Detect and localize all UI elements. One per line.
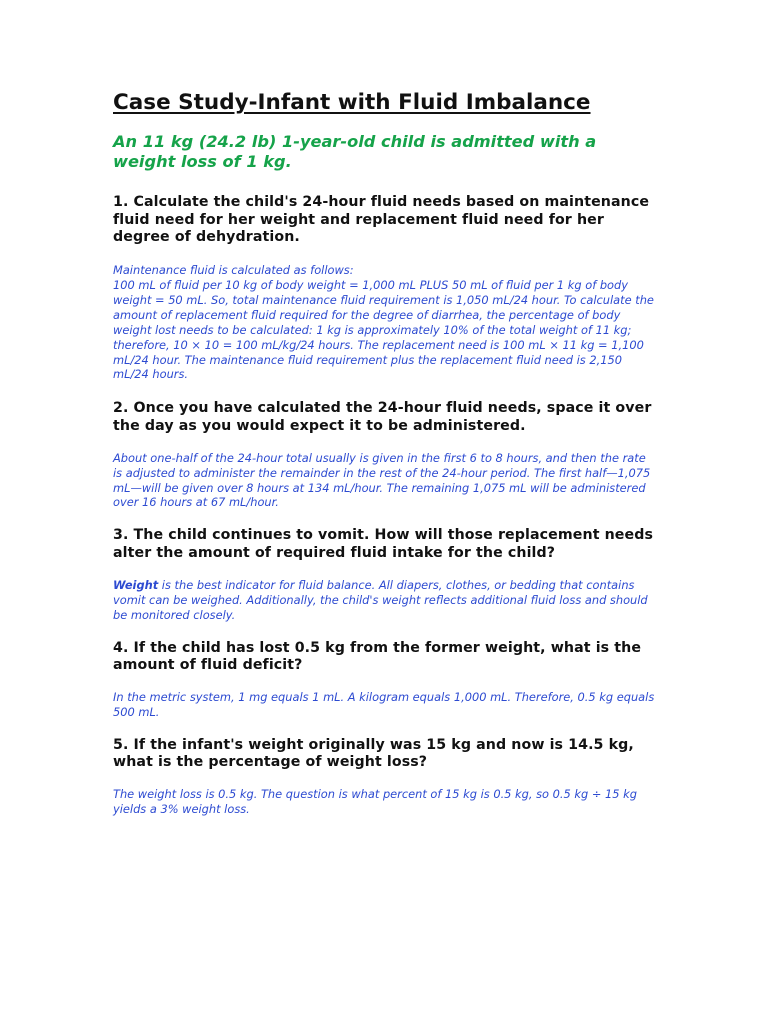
answer-1-intro: Maintenance fluid is calculated as follows: bbox=[113, 263, 354, 278]
answer-2: About one-half of the 24-hour total usually is given in the first 6 to 8 hours, and then the rate is adjusted to administer the remainder in the rest of the 24-hour period. The first half—1,075 mL—will be given over 8 hours at 134 mL/hour. The remaining 1,075 mL will be administered over 16 hours at 67 mL/hour. bbox=[113, 450, 651, 510]
answer-1-body: 100 mL of fluid per 10 kg of body weight = 1,000 mL PLUS 50 mL of fluid per 1 kg of body weight = 50 mL. So, total maintenance fluid requirement is 1,050 mL/24 hour. To calculate the amount of replacement fluid required for the degree of diarrhea, the percentage of body weight lost needs to be calculated: 1 kg is approximately 10% of the total weight of 11 kg; therefore, 10 × 10 = 100 mL/kg/24 hours. The replacement need is 100 mL × 11 kg = 1,100 mL/24 hour. The maintenance fluid requirement plus the replacement fluid need is 2,150 mL/24 hours. bbox=[113, 278, 654, 382]
question-3: 3. The child continues to vomit. How will those replacement needs alter the amount of required fluid intake for the child? bbox=[113, 527, 654, 562]
answer-4: In the metric system, 1 mg equals 1 mL. A kilogram equals 1,000 mL. Therefore, 0.5 kg equals 500 mL. bbox=[113, 689, 655, 719]
answer-3 bbox=[113, 578, 658, 623]
case-summary: An 11 kg (24.2 lb) 1-year-old child is admitted with a weight loss of 1 kg. bbox=[113, 132, 597, 171]
question-5: 5. If the infant's weight originally was 15 kg and now is 14.5 kg, what is the percentage of weight loss? bbox=[113, 736, 634, 771]
answer-1 bbox=[113, 263, 658, 382]
answer-5: The weight loss is 0.5 kg. The question is what percent of 15 kg is 0.5 kg, so 0.5 kg ÷ 15 kg yields a 3% weight loss. bbox=[113, 787, 637, 817]
page-title: Case Study-Infant with Fluid Imbalance bbox=[113, 90, 591, 115]
question-1: 1. Calculate the child's 24-hour fluid needs based on maintenance fluid need for her weight and replacement fluid need for her degree of dehydration. bbox=[113, 194, 650, 246]
question-2: 2. Once you have calculated the 24-hour fluid needs, space it over the day as you would expect it to be administered. bbox=[113, 400, 652, 435]
document-page bbox=[113, 88, 658, 834]
answer-3-text: is the best indicator for fluid balance. All diapers, clothes, or bedding that contains vomit can be weighed. Additionally, the child's weight reflects additional fluid loss and should be monitored closely. bbox=[113, 577, 648, 622]
question-4: 4. If the child has lost 0.5 kg from the former weight, what is the amount of fluid deficit? bbox=[113, 639, 642, 674]
answer-3-emphasis: Weight bbox=[113, 577, 159, 592]
